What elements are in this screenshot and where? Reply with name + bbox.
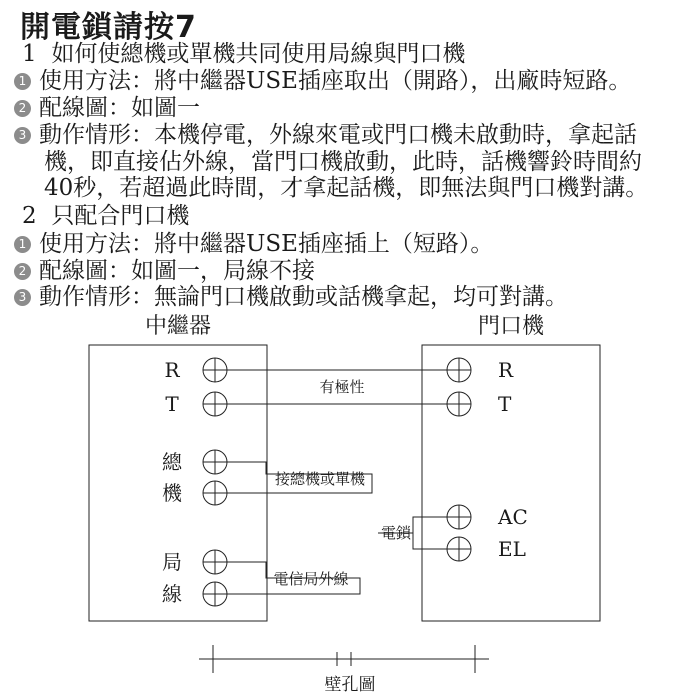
section2-number: 2	[22, 203, 37, 229]
section2-item-3-text: 動作情形：無論門口機啟動或話機拿起，均可對講。	[39, 284, 568, 310]
relay-title: 中繼器	[144, 314, 212, 339]
section1-item-3-line-2: 機，即直接佔外線，當門口機啟動，此時，話機響鈴時間約	[44, 149, 642, 175]
label-zong: 總	[162, 450, 182, 474]
section2-item-2-text: 配線圖：如圖一，局線不接	[39, 258, 315, 284]
terminal-line-1	[203, 550, 227, 574]
label-t-left: T	[165, 392, 179, 416]
terminal-ac	[447, 505, 471, 529]
label-polarity: 有極性	[319, 378, 365, 396]
step-badge: 3	[14, 289, 31, 306]
door-unit-title: 門口機	[477, 314, 545, 339]
terminal-t-left	[203, 392, 227, 416]
terminal-t-right	[447, 392, 471, 416]
section1-item-3-line-1: 動作情形：本機停電，外線來電或門口機未啟動時，拿起話	[39, 122, 637, 148]
wire-lock	[413, 517, 447, 549]
label-extension: 接總機或單機	[274, 470, 366, 488]
section1-heading-text: 如何使總機或單機共同使用局線與門口機	[51, 41, 466, 67]
label-t-right: T	[498, 392, 512, 416]
terminal-ext-1	[203, 450, 227, 474]
terminal-r-left	[203, 358, 227, 382]
section2-item-1-text: 使用方法：將中繼器USE插座插上（短路）。	[39, 231, 494, 257]
step-badge: 1	[14, 236, 31, 253]
section1-item-1-text: 使用方法：將中繼器USE插座取出（開路），出廠時短路。	[39, 68, 632, 94]
section2-heading-text: 只配合門口機	[51, 203, 190, 229]
label-lock: 電鎖	[380, 524, 412, 542]
door-unit-box	[422, 345, 600, 621]
terminal-ext-2	[203, 481, 227, 505]
label-xian: 線	[162, 582, 182, 606]
step-badge: 2	[14, 100, 31, 117]
section1-item-2-text: 配線圖：如圖一	[39, 95, 200, 121]
label-ju: 局	[162, 550, 182, 574]
label-telecom: 電信局外線	[273, 570, 349, 588]
step-badge: 1	[14, 73, 31, 90]
terminal-r-right	[447, 358, 471, 382]
step-badge: 2	[14, 263, 31, 280]
label-ac: AC	[498, 505, 528, 529]
wall-socket-label: 壁孔圖	[324, 675, 376, 695]
section1-number: 1	[22, 41, 37, 67]
label-el: EL	[498, 537, 526, 561]
label-r-right: R	[498, 358, 514, 382]
step-badge: 3	[14, 127, 31, 144]
label-r-left: R	[164, 358, 180, 382]
section1-item-3-line-3: 40秒，若超過此時間，才拿起話機，即無法與門口機對講。	[44, 175, 649, 201]
terminal-el	[447, 537, 471, 561]
terminal-line-2	[203, 582, 227, 606]
page-title: 開電鎖請按7	[20, 10, 197, 45]
label-ji: 機	[162, 481, 182, 505]
